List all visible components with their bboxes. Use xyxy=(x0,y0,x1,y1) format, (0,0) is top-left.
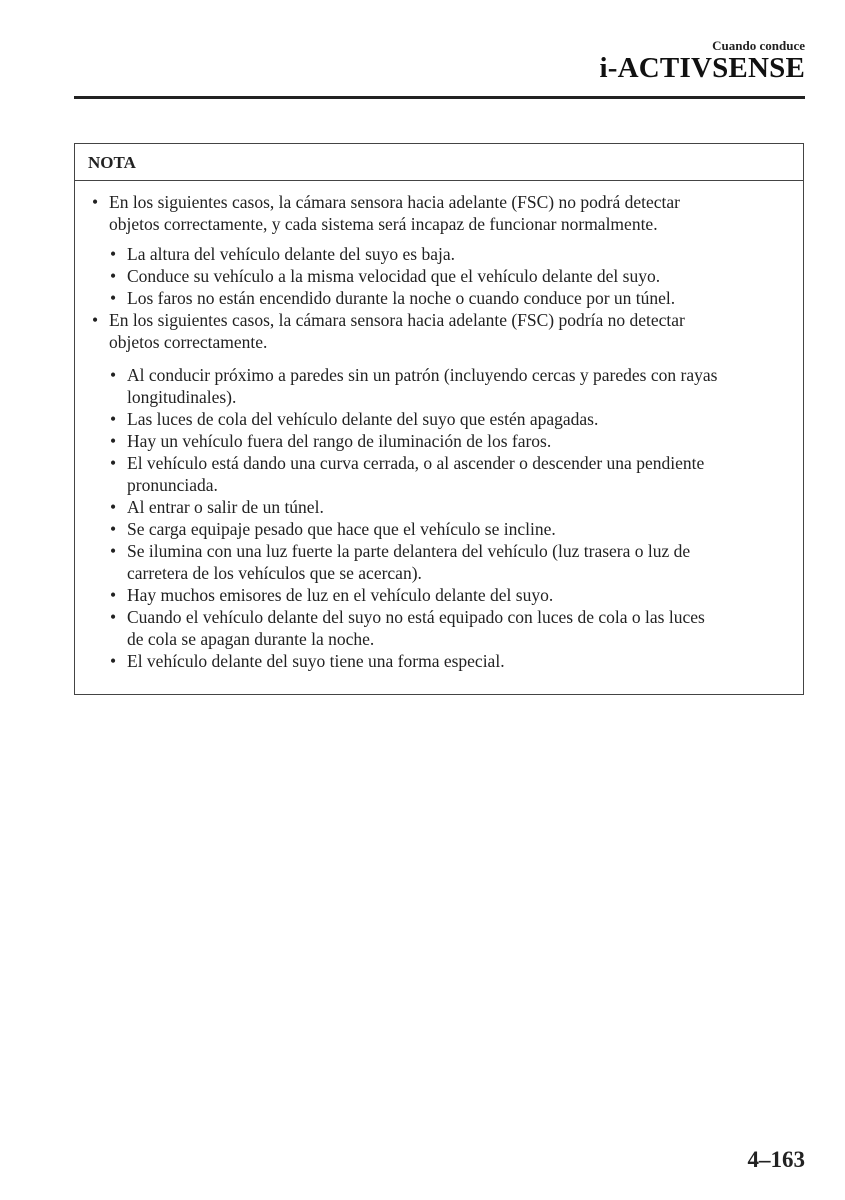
text-line: Se ilumina con una luz fuerte la parte delantera del vehículo (luz trasera o luz de xyxy=(127,541,691,561)
bullet-icon: • xyxy=(110,244,117,264)
text-line: Se carga equipaje pesado que hace que el vehículo se incline. xyxy=(127,519,556,539)
bullet-icon: • xyxy=(110,607,117,627)
text-line: En los siguientes casos, la cámara sensora hacia adelante (FSC) no podrá detectar xyxy=(109,192,680,212)
text-line: Los faros no están encendido durante la noche o cuando conduce por un túnel. xyxy=(127,288,676,308)
text-line: La altura del vehículo delante del suyo es baja. xyxy=(127,244,455,264)
sub-list-item xyxy=(107,518,793,540)
bullet-icon: • xyxy=(110,431,117,451)
section-label: Cuando conduce xyxy=(712,38,805,53)
sub-list xyxy=(89,243,793,309)
bullet-icon: • xyxy=(92,310,99,330)
note-box xyxy=(74,143,804,695)
sub-list-item xyxy=(107,408,793,430)
text-line: objetos correctamente. xyxy=(109,332,268,352)
bullet-icon: • xyxy=(110,365,117,385)
bullet-icon: • xyxy=(110,497,117,517)
sub-list-item xyxy=(107,364,793,408)
sub-list-item xyxy=(107,430,793,452)
sub-list-item xyxy=(107,584,793,606)
text-line: de cola se apagan durante la noche. xyxy=(127,629,375,649)
bullet-icon: • xyxy=(92,192,99,212)
sub-list-item xyxy=(107,606,793,650)
bullet-icon: • xyxy=(110,409,117,429)
bullet-icon: • xyxy=(110,288,117,308)
text-line: objetos correctamente, y cada sistema será incapaz de funcionar normalmente. xyxy=(109,214,658,234)
note-heading: NOTA xyxy=(75,144,803,181)
bullet-icon: • xyxy=(110,541,117,561)
sub-list-item xyxy=(107,540,793,584)
text-line: Cuando el vehículo delante del suyo no está equipado con luces de cola o las luces xyxy=(127,607,705,627)
header-divider xyxy=(74,96,805,99)
sub-list-item xyxy=(107,650,793,672)
list-item xyxy=(89,191,793,235)
bullet-icon: • xyxy=(110,519,117,539)
text-line: Hay muchos emisores de luz en el vehículo delante del suyo. xyxy=(127,585,554,605)
text-line: Las luces de cola del vehículo delante del suyo que estén apagadas. xyxy=(127,409,599,429)
page-title: i-ACTIVSENSE xyxy=(599,52,805,84)
text-line: Conduce su vehículo a la misma velocidad que el vehículo delante del suyo. xyxy=(127,266,661,286)
text-line: pronunciada. xyxy=(127,475,218,495)
text-line: longitudinales). xyxy=(127,387,237,407)
sub-list-item xyxy=(107,287,793,309)
bullet-icon: • xyxy=(110,651,117,671)
note-body xyxy=(75,181,803,672)
sub-list xyxy=(89,364,793,672)
bullet-icon: • xyxy=(110,266,117,286)
text-line: carretera de los vehículos que se acercan). xyxy=(127,563,422,583)
text-line: Al conducir próximo a paredes sin un patrón (incluyendo cercas y paredes con rayas xyxy=(127,365,718,385)
page-number: 4–163 xyxy=(747,1147,805,1172)
sub-list-item xyxy=(107,496,793,518)
bullet-icon: • xyxy=(110,585,117,605)
text-line: Al entrar o salir de un túnel. xyxy=(127,497,324,517)
text-line: El vehículo delante del suyo tiene una forma especial. xyxy=(127,651,505,671)
text-line: Hay un vehículo fuera del rango de iluminación de los faros. xyxy=(127,431,552,451)
text-line: En los siguientes casos, la cámara sensora hacia adelante (FSC) podría no detectar xyxy=(109,310,685,330)
bullet-icon: • xyxy=(110,453,117,473)
list-item xyxy=(89,309,793,353)
sub-list-item xyxy=(107,243,793,265)
text-line: El vehículo está dando una curva cerrada, o al ascender o descender una pendiente xyxy=(127,453,705,473)
sub-list-item xyxy=(107,265,793,287)
sub-list-item xyxy=(107,452,793,496)
